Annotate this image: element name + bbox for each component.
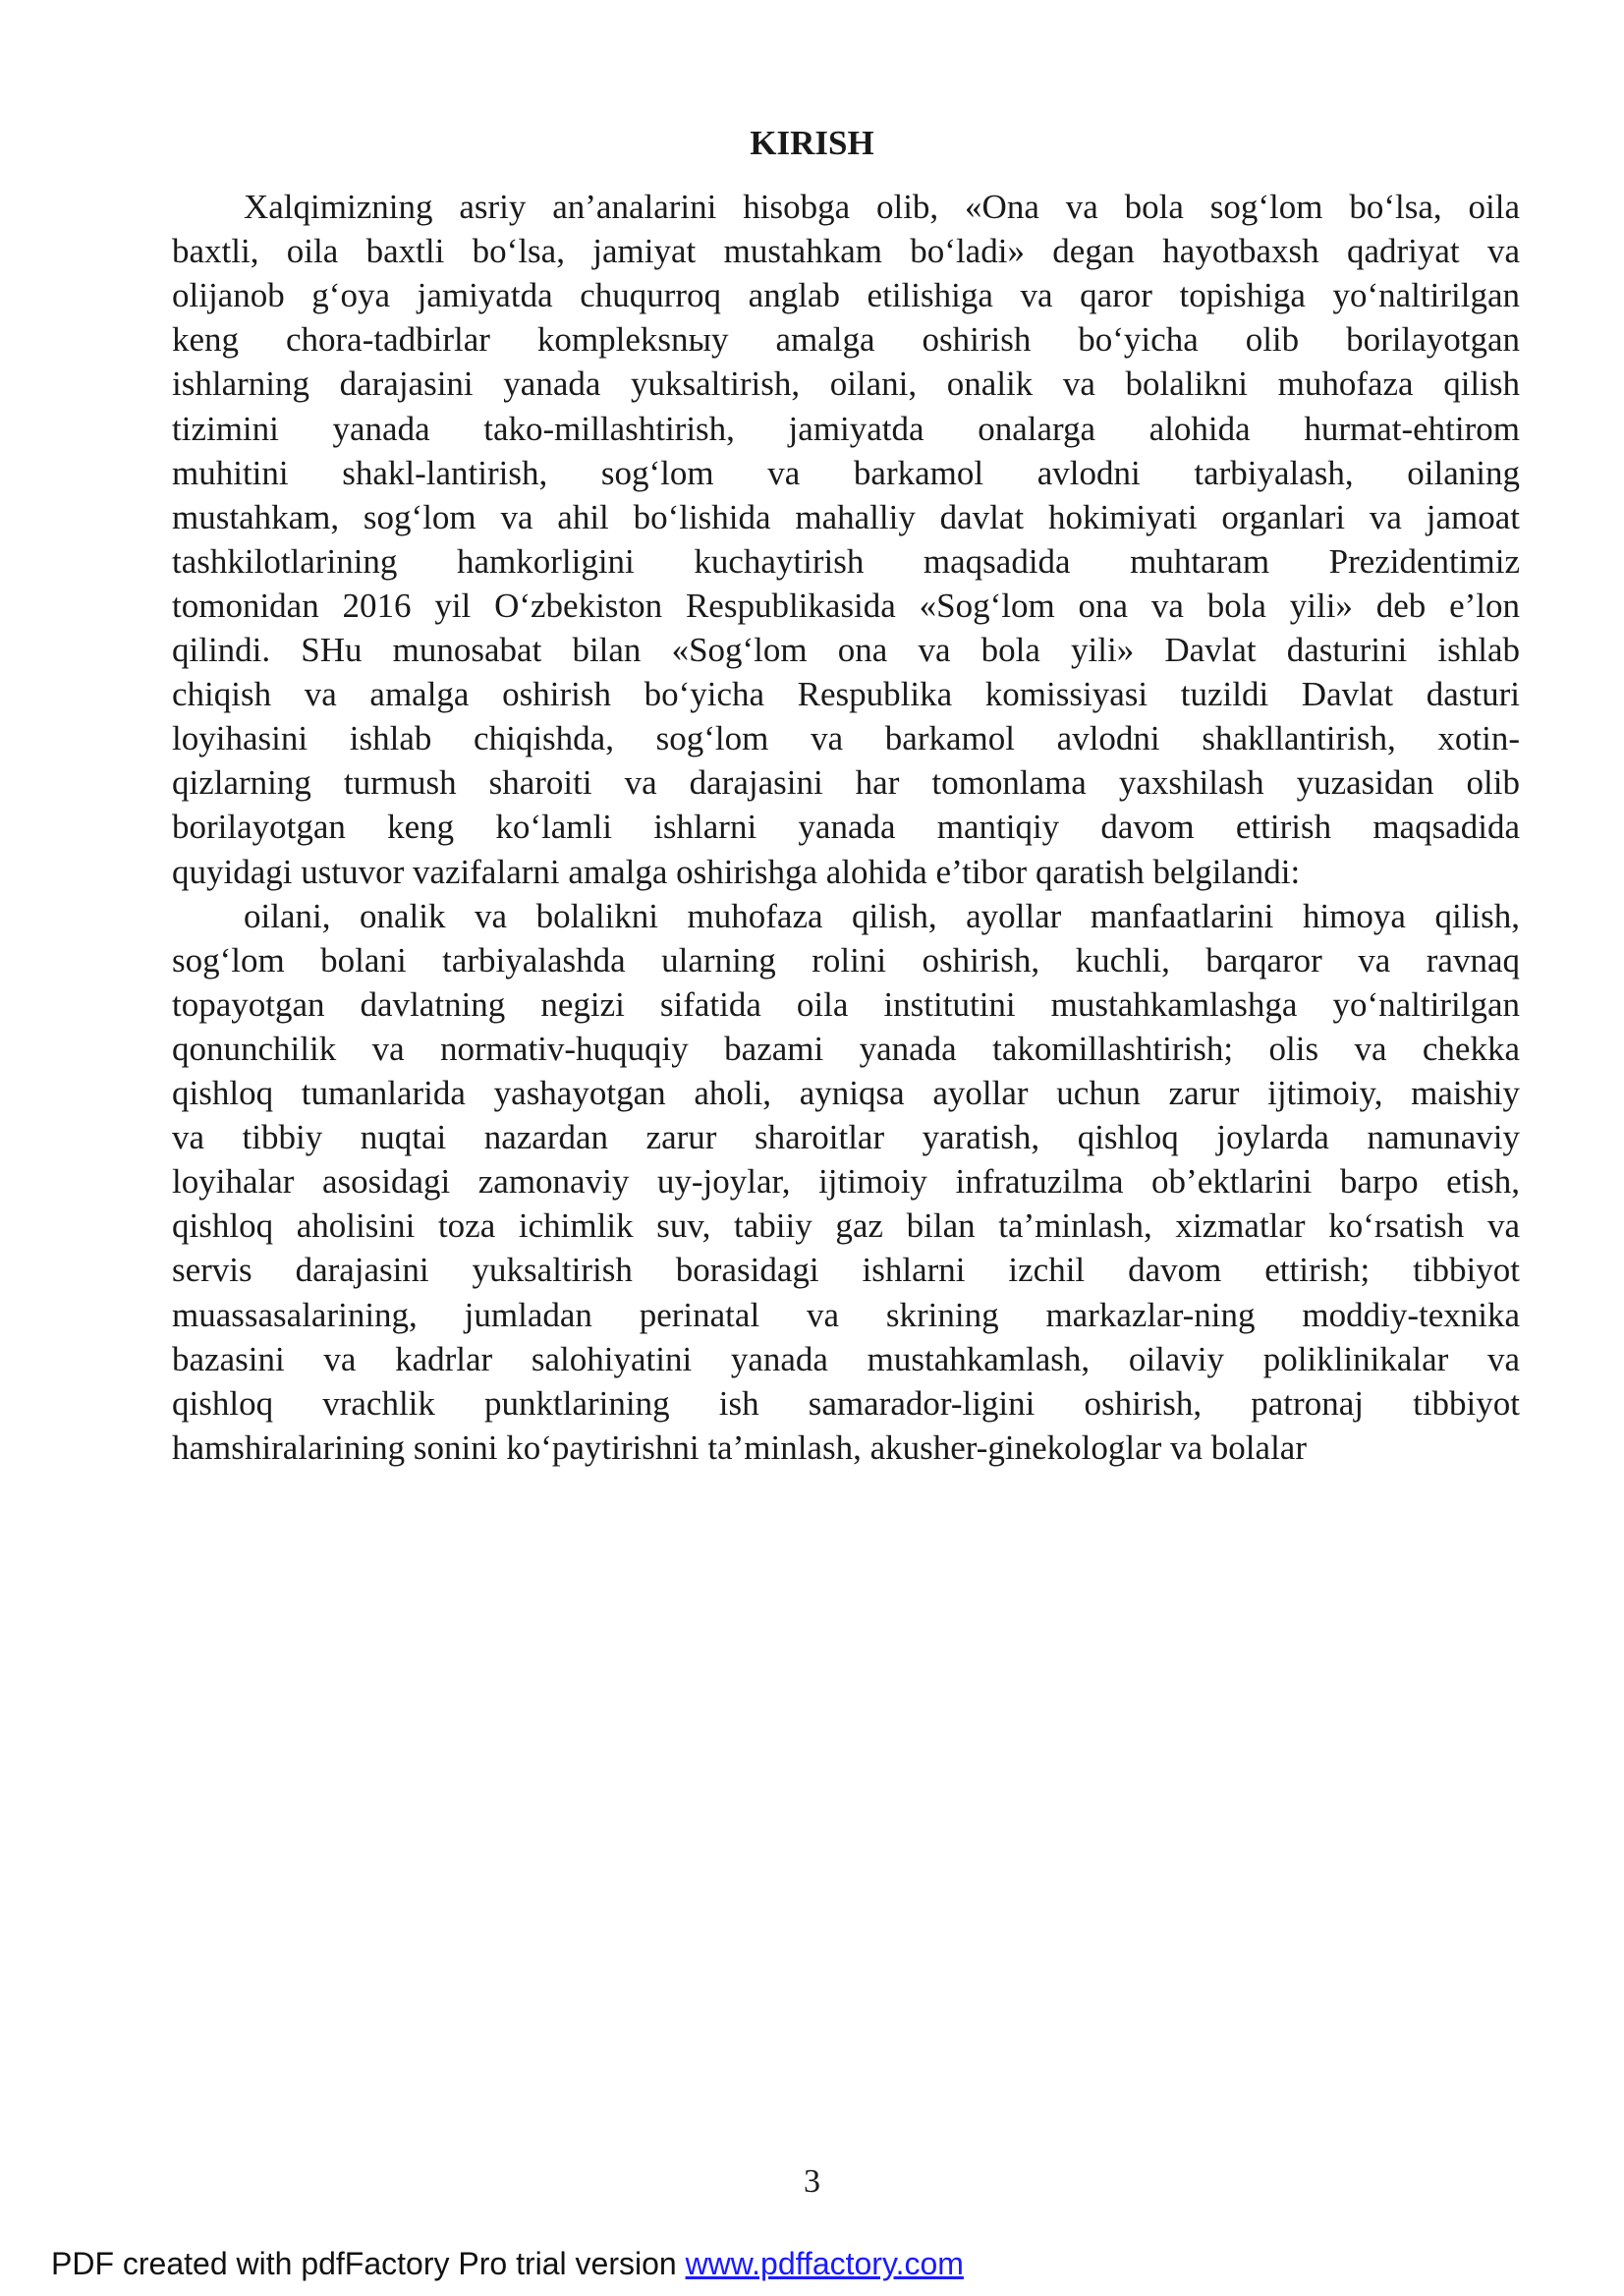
page-heading: KIRISH (750, 124, 874, 162)
text-line: qishloq tumanlarida yashayotgan aholi, ayniqsa ayollar uchun zarur ijtimoiy, maishiy (172, 1074, 1520, 1112)
text-line: mustahkam, sog‘lom va ahil bo‘lishida mahalliy davlat hokimiyati organlari va jamoat (172, 498, 1520, 536)
text-line: topayotgan davlatning negizi sifatida oila institutini mustahkamlashga yo‘naltirilgan (172, 985, 1520, 1024)
footer-text: PDF created with pdfFactory Pro trial version (51, 2246, 686, 2281)
text-line: quyidagi ustuvor vazifalarni amalga oshirishga alohida e’tibor qaratish belgilandi: (172, 853, 1301, 891)
text-line: tizimini yanada tako-millashtirish, jamiyatda onalarga alohida hurmat-ehtirom (172, 410, 1520, 448)
text-line: keng chora-tadbirlar kompleksnыy amalga oshirish bo‘yicha olib borilayotgan (172, 320, 1520, 359)
text-line: ishlarning darajasini yanada yuksaltirish, oilani, onalik va bolalikni muhofaza qilish (172, 364, 1520, 403)
text-line: qonunchilik va normativ-huquqiy bazami yanada takomillashtirish; olis va chekka (172, 1030, 1520, 1068)
text-line: borilayotgan keng ko‘lamli ishlarni yanada mantiqiy davom ettirish maqsadida (172, 808, 1520, 846)
footer-link[interactable]: www.pdffactory.com (685, 2246, 964, 2281)
text-line: loyihalar asosidagi zamonaviy uy-joylar, ijtimoiy infratuzilma ob’ektlarini barpo etish, (172, 1162, 1520, 1201)
text-line: qizlarning turmush sharoiti va darajasini har tomonlama yaxshilash yuzasidan olib (172, 763, 1520, 802)
text-line: sog‘lom bolani tarbiyalashda ularning rolini oshirish, kuchli, barqaror va ravnaq (172, 941, 1520, 980)
text-line: tashkilotlarining hamkorligini kuchaytirish maqsadida muhtaram Prezidentimiz (172, 542, 1520, 581)
text-line: bazasini va kadrlar salohiyatini yanada mustahkamlash, oilaviy poliklinikalar va (172, 1340, 1520, 1378)
text-line: muhitini shakl-lantirish, sog‘lom va barkamol avlodni tarbiyalash, oilaning (172, 454, 1520, 492)
text-line: olijanob g‘oya jamiyatda chuqurroq anglab etilishiga va qaror topishiga yo‘naltirilgan (172, 276, 1520, 314)
text-line: va tibbiy nuqtai nazardan zarur sharoitlar yaratish, qishloq joylarda namunaviy (172, 1118, 1520, 1156)
text-line: qishloq aholisini toza ichimlik suv, tabiiy gaz bilan ta’minlash, xizmatlar ko‘rsatish va (172, 1206, 1520, 1245)
pdf-footer (51, 2243, 964, 2284)
text-line: qilindi. SHu munosabat bilan «Sog‘lom ona va bola yili» Davlat dasturini ishlab (172, 631, 1520, 669)
text-line: servis darajasini yuksaltirish borasidagi ishlarni izchil davom ettirish; tibbiyot (172, 1251, 1520, 1289)
text-line: Xalqimizning asriy an’analarini hisobga olib, «Ona va bola sog‘lom bo‘lsa, oila (244, 188, 1520, 226)
text-line: loyihasini ishlab chiqishda, sog‘lom va barkamol avlodni shakllantirish, xotin- (172, 719, 1520, 757)
page-number: 3 (804, 2163, 820, 2200)
text-line: qishloq vrachlik punktlarining ish samarador-ligini oshirish, patronaj tibbiyot (172, 1384, 1520, 1423)
text-line: oilani, onalik va bolalikni muhofaza qilish, ayollar manfaatlarini himoya qilish, (244, 897, 1520, 935)
text-line: hamshiralarining sonini ko‘paytirishni ta’minlash, akusher-ginekologlar va bolalar (172, 1428, 1307, 1467)
text-line: muassasalarining, jumladan perinatal va skrining markazlar-ning moddiy-texnika (172, 1296, 1520, 1334)
text-line: chiqish va amalga oshirish bo‘yicha Respublika komissiyasi tuzildi Davlat dasturi (172, 675, 1520, 713)
text-line: tomonidan 2016 yil O‘zbekiston Respublikasida «Sog‘lom ona va bola yili» deb e’lon (172, 587, 1520, 625)
text-line: baxtli, oila baxtli bo‘lsa, jamiyat mustahkam bo‘ladi» degan hayotbaxsh qadriyat va (172, 232, 1520, 270)
